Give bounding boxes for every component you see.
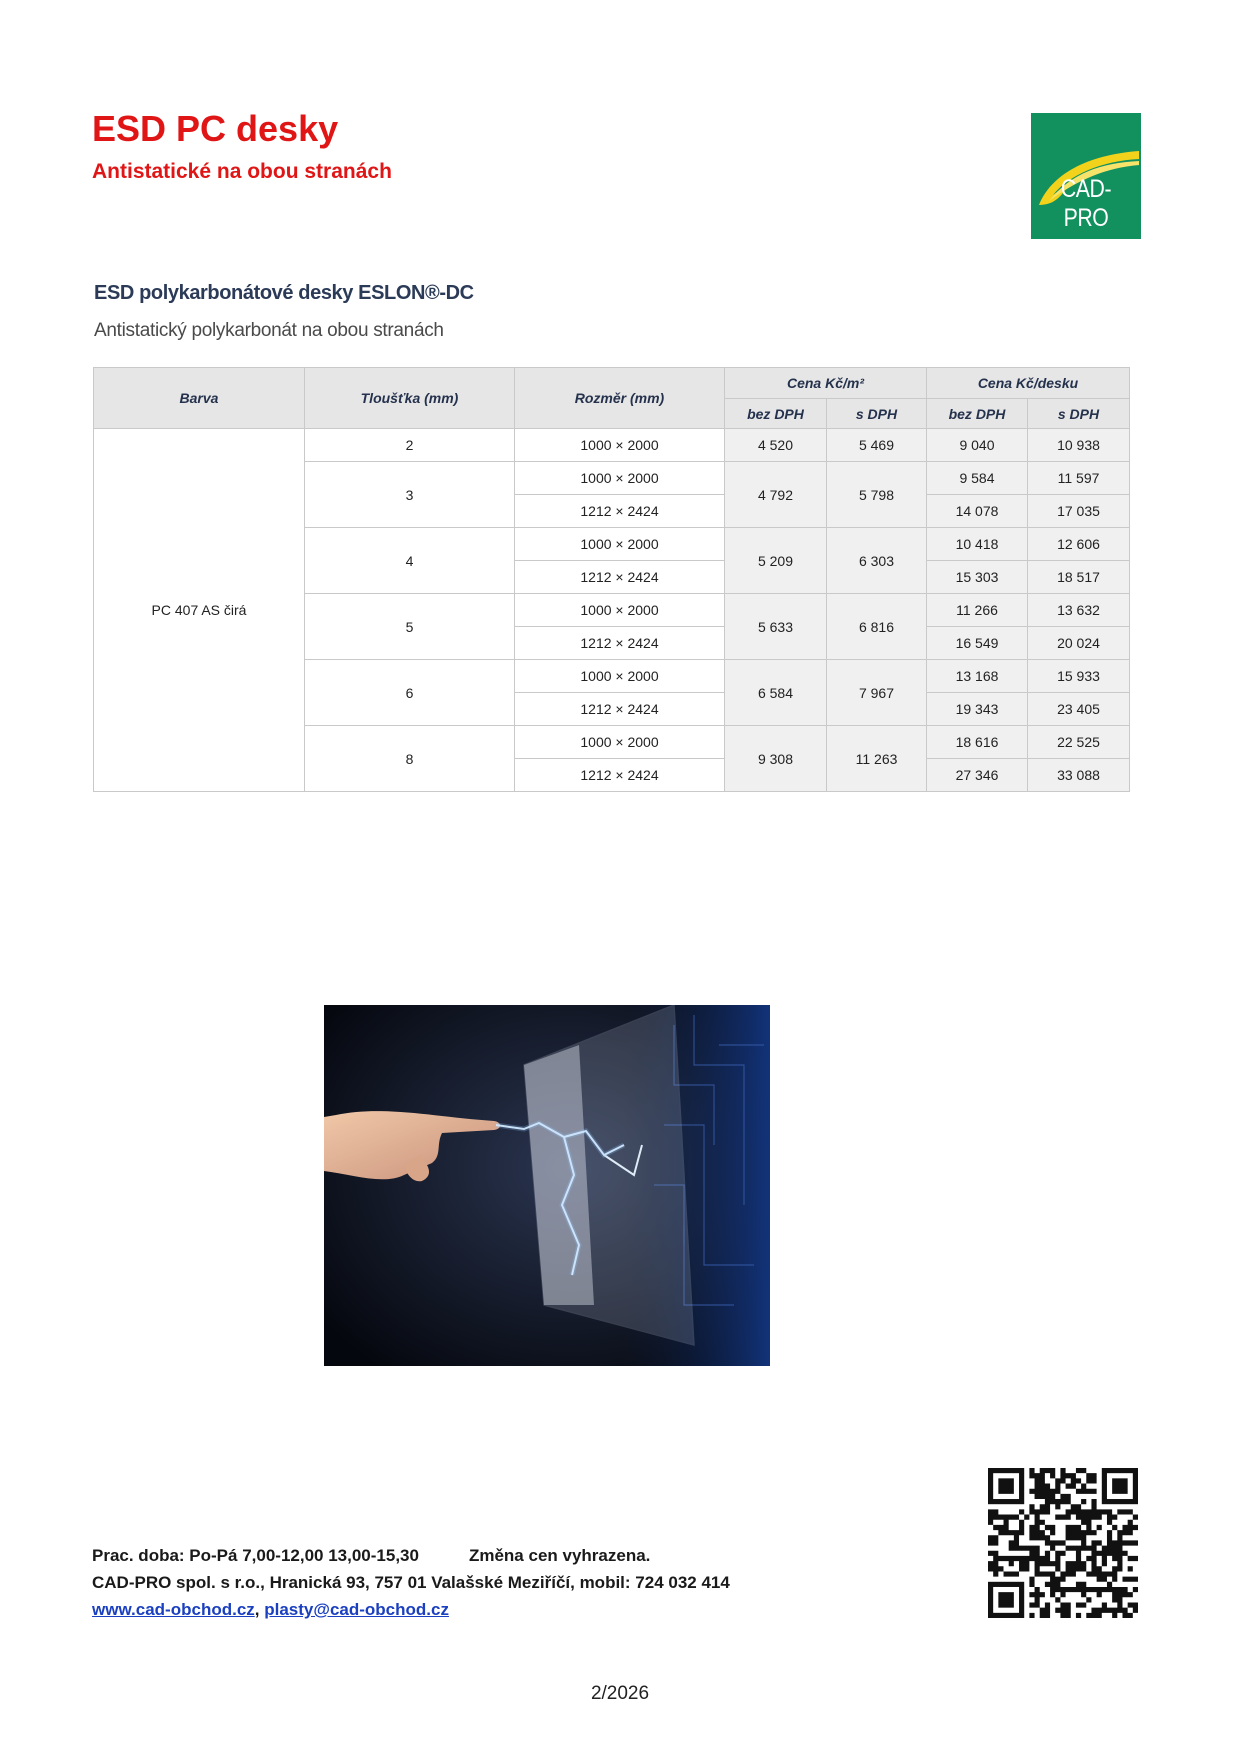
thickness-cell: 5 (305, 594, 515, 660)
price-deska-s: 22 525 (1028, 726, 1130, 759)
price-deska-s: 12 606 (1028, 528, 1130, 561)
product-photo (324, 1005, 770, 1366)
price-deska-bez: 10 418 (927, 528, 1028, 561)
header-m2-bez-dph: bez DPH (725, 399, 827, 429)
size-cell: 1212 × 2424 (515, 627, 725, 660)
header-rozmer: Rozměr (mm) (515, 368, 725, 429)
footer-address: CAD-PRO spol. s r.o., Hranická 93, 757 01 Valašské Meziříčí, mobil: 724 032 414 (92, 1573, 730, 1592)
size-cell: 1212 × 2424 (515, 495, 725, 528)
header-tloustka: Tloušťka (mm) (305, 368, 515, 429)
email-link[interactable]: plasty@cad-obchod.cz (264, 1600, 449, 1619)
price-deska-bez: 14 078 (927, 495, 1028, 528)
logo-text: CAD-PRO (1060, 175, 1112, 232)
price-deska-s: 20 024 (1028, 627, 1130, 660)
size-cell: 1000 × 2000 (515, 429, 725, 462)
size-cell: 1000 × 2000 (515, 726, 725, 759)
web-link[interactable]: www.cad-obchod.cz (92, 1600, 255, 1619)
size-cell: 1000 × 2000 (515, 462, 725, 495)
price-deska-bez: 16 549 (927, 627, 1028, 660)
price-m2-bez: 5 209 (725, 528, 827, 594)
price-deska-bez: 9 040 (927, 429, 1028, 462)
header-deska-s-dph: s DPH (1028, 399, 1130, 429)
esd-touch-illustration (324, 1005, 770, 1366)
thickness-cell: 6 (305, 660, 515, 726)
thickness-cell: 3 (305, 462, 515, 528)
price-deska-bez: 11 266 (927, 594, 1028, 627)
price-deska-s: 18 517 (1028, 561, 1130, 594)
size-cell: 1212 × 2424 (515, 759, 725, 792)
footer-hours: Prac. doba: Po-Pá 7,00-12,00 13,00-15,30 (92, 1546, 419, 1565)
price-deska-s: 23 405 (1028, 693, 1130, 726)
price-m2-s: 6 816 (827, 594, 927, 660)
price-deska-bez: 9 584 (927, 462, 1028, 495)
page-subtitle: Antistatické na obou stranách (92, 160, 392, 183)
color-cell: PC 407 AS čirá (94, 429, 305, 792)
price-deska-s: 13 632 (1028, 594, 1130, 627)
header-barva: Barva (94, 368, 305, 429)
price-deska-bez: 13 168 (927, 660, 1028, 693)
section-subtitle: Antistatický polykarbonát na obou stranách (94, 320, 444, 341)
price-deska-s: 10 938 (1028, 429, 1130, 462)
size-cell: 1212 × 2424 (515, 693, 725, 726)
price-deska-s: 15 933 (1028, 660, 1130, 693)
page-title: ESD PC desky (92, 108, 339, 149)
price-deska-bez: 19 343 (927, 693, 1028, 726)
header-m2-s-dph: s DPH (827, 399, 927, 429)
qr-code-icon (988, 1468, 1138, 1618)
header-cena-deska: Cena Kč/desku (927, 368, 1130, 399)
thickness-cell: 2 (305, 429, 515, 462)
price-m2-bez: 6 584 (725, 660, 827, 726)
price-m2-bez: 4 520 (725, 429, 827, 462)
price-m2-s: 7 967 (827, 660, 927, 726)
size-cell: 1212 × 2424 (515, 561, 725, 594)
header-cena-m2: Cena Kč/m² (725, 368, 927, 399)
section-title: ESD polykarbonátové desky ESLON®-DC (94, 282, 474, 304)
price-deska-s: 17 035 (1028, 495, 1130, 528)
footer-contact (92, 1542, 730, 1623)
page-number: 2/2026 (590, 1683, 650, 1704)
price-deska-bez: 15 303 (927, 561, 1028, 594)
price-m2-bez: 4 792 (725, 462, 827, 528)
size-cell: 1000 × 2000 (515, 528, 725, 561)
price-m2-s: 6 303 (827, 528, 927, 594)
price-deska-bez: 27 346 (927, 759, 1028, 792)
price-deska-bez: 18 616 (927, 726, 1028, 759)
price-table (93, 367, 1130, 792)
price-m2-s: 5 469 (827, 429, 927, 462)
size-cell: 1000 × 2000 (515, 594, 725, 627)
thickness-cell: 4 (305, 528, 515, 594)
thickness-cell: 8 (305, 726, 515, 792)
size-cell: 1000 × 2000 (515, 660, 725, 693)
price-deska-s: 33 088 (1028, 759, 1130, 792)
footer-separator: , (254, 1600, 260, 1619)
price-m2-bez: 5 633 (725, 594, 827, 660)
price-m2-s: 11 263 (827, 726, 927, 792)
price-m2-s: 5 798 (827, 462, 927, 528)
qr-code (988, 1468, 1138, 1618)
footer-notice: Změna cen vyhrazena. (468, 1546, 651, 1565)
cad-pro-logo (1031, 113, 1141, 239)
table-row (94, 429, 1130, 462)
header-deska-bez-dph: bez DPH (927, 399, 1028, 429)
price-deska-s: 11 597 (1028, 462, 1130, 495)
price-m2-bez: 9 308 (725, 726, 827, 792)
